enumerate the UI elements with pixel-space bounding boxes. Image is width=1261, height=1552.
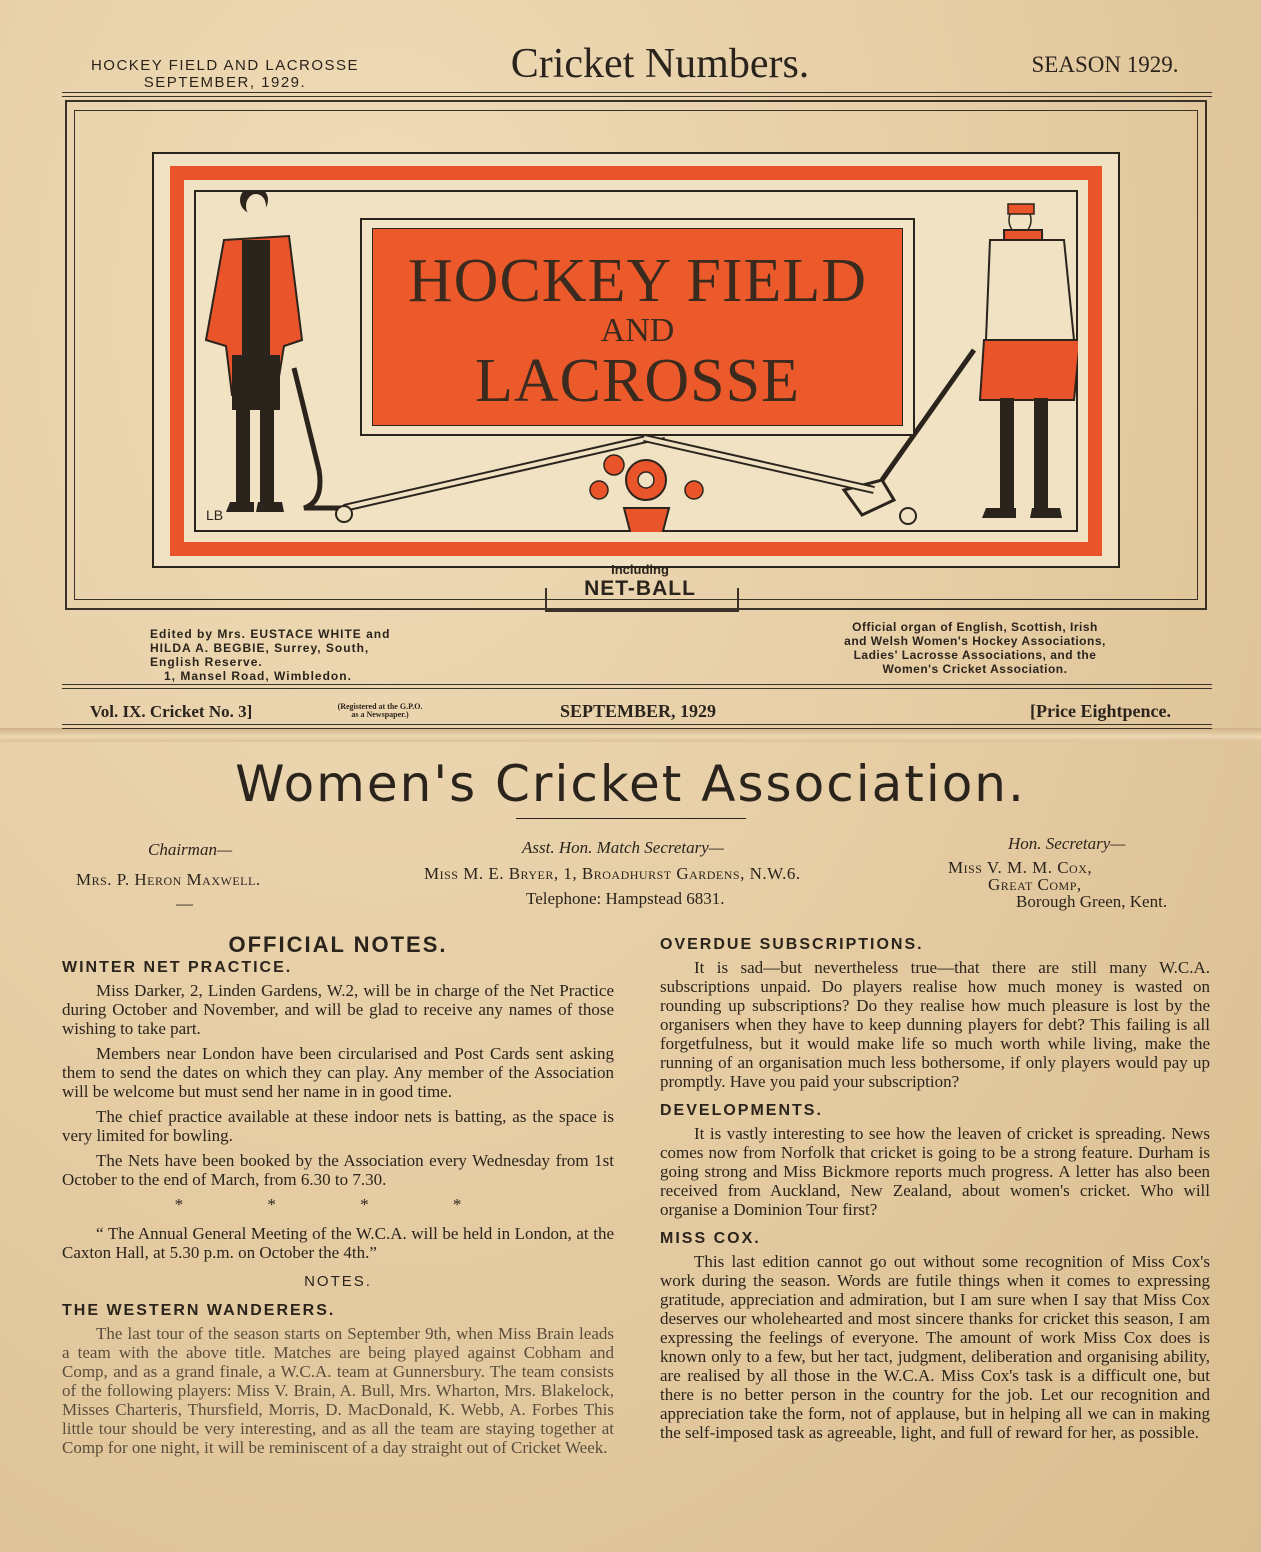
including-label: Including (611, 562, 669, 577)
page-fold (0, 728, 1261, 742)
overdue-paragraph: It is sad—but nevertheless true—that there are still many W.C.A. subscriptions unpaid. Do players realise how much money is wasted on rounding up subscriptions? Do they realise how much pleasure is lost by the organisers when they have to keep dunning players for debt? This failing is all forgetfulness, but it would make life so much worth while living, make the running of an organisation much less bothersome, if only players would pay up promptly. Have you paid your subscription? (660, 958, 1210, 1091)
masthead-rule (62, 92, 1212, 97)
official-line-3: Ladies' Lacrosse Associations, and the (853, 648, 1097, 662)
hon-secretary-line2: Great Comp, (988, 875, 1082, 894)
edited-line-2: HILDA A. BEGBIE, Surrey, South, (150, 641, 370, 655)
artist-initials: LB (206, 507, 224, 523)
miss-cox-paragraph: This last edition cannot go out without some recognition of Miss Cox's work during the season. Words are futile things when it comes to expressing gratitude, appreciation and admiration, but I am sure when I say that Miss Cox deserves our wholehearted and most sincere thanks for cricket this season, I am expressing the feelings of everyone. The amount of work Miss Cox does is known only to a few, but her tact, judgment, deliberation and organising ability, are realised by all those in the W.C.A. Miss Cox's task is a difficult one, but there is no better person in the country for the job. Let our recognition and appreciation take the form, not of applause, but in helping all we can in making the self-imposed task as agreeable, light, and full of reward for her, as possible. (660, 1252, 1210, 1442)
match-secretary: Miss M. E. Bryer, 1, Broadhurst Gardens, N.W.6. (424, 864, 801, 883)
netball-tab (560, 562, 720, 601)
cover-title-line2: AND (600, 312, 675, 349)
title-underline (516, 818, 746, 819)
issue-rule-bottom (62, 724, 1212, 729)
edited-line-4: 1, Mansel Road, Wimbledon. (164, 669, 352, 683)
association-title: Women's Cricket Association. (235, 755, 1026, 813)
official-organ-credit (820, 620, 1130, 676)
winter-paragraph-3: The chief practice available at these indoor nets is batting, as the space is very limited for bowling. (62, 1107, 614, 1145)
masthead-season: SEASON 1929. (1031, 52, 1179, 77)
issue-date: SEPTEMBER, 1929 (560, 701, 717, 721)
chairman-name: Mrs. P. Heron Maxwell. (76, 870, 261, 889)
notes-heading: NOTES. (304, 1273, 372, 1290)
official-line-2: and Welsh Women's Hockey Associations, (844, 634, 1106, 648)
masthead-left-line1: HOCKEY FIELD AND LACROSSE (90, 57, 360, 74)
official-notes-heading: OFFICIAL NOTES. (228, 932, 448, 957)
registered-note (318, 703, 442, 719)
wanderers-paragraph: The last tour of the season starts on September 9th, when Miss Brain leads a team with the above title. Matches are being played against Cobham and Comp, and as a grand finale, a W.C.A. team at Gunnersbury. The team consists of the following players: Miss V. Brain, A. Bull, Mrs. Wharton, Mrs. Blakelock, Misses Charteris, Thursfield, Morris, D. MacDonald, K. Webb, A. Forbes This little tour should be very interesting, and as all the team are staying together at Comp for one night, it will be reminiscent of a day straight out of Cricket Week. (62, 1324, 614, 1457)
telephone: Telephone: Hampstead 6831. (526, 889, 725, 908)
cover-title-panel (372, 228, 903, 426)
masthead-left-line2: SEPTEMBER, 1929. (143, 74, 307, 91)
right-column (660, 935, 1210, 1448)
masthead-left (60, 57, 390, 91)
winter-paragraph-1: Miss Darker, 2, Linden Gardens, W.2, will be in charge of the Net Practice during October and November, and will be glad to receive any names of those wishing to take part. (62, 981, 614, 1038)
edited-line-1: Edited by Mrs. EUSTACE WHITE and (150, 627, 391, 641)
winter-paragraph-2: Members near London have been circularised and Post Cards sent asking them to send the dates on which they can play. Any member of the Association will be welcome but must send her name in in good time. (62, 1044, 614, 1101)
winter-net-practice-heading: WINTER NET PRACTICE. (62, 959, 293, 976)
western-wanderers-heading: THE WESTERN WANDERERS. (62, 1302, 336, 1319)
hon-secretary-line3: Borough Green, Kent. (1016, 892, 1168, 911)
hon-secretary-line1: Miss V. M. M. Cox, (948, 858, 1093, 877)
chairman-dash: — (176, 894, 193, 913)
masthead-title: Cricket Numbers. (510, 41, 810, 87)
left-column (62, 932, 614, 1463)
official-line-4: Women's Cricket Association. (882, 662, 1068, 676)
hon-secretary-label: Hon. Secretary— (1008, 834, 1126, 853)
registered-line2: as a Newspaper.) (351, 710, 409, 719)
overdue-subscriptions-heading: OVERDUE SUBSCRIPTIONS. (660, 936, 924, 953)
hockey-player-figure (206, 190, 344, 512)
editors-credit (150, 627, 470, 683)
winter-paragraph-4: The Nets have been booked by the Association every Wednesday from 1st October to the end of March, from 6.30 to 7.30. (62, 1151, 614, 1189)
cover-title-line1: HOCKEY FIELD (407, 247, 868, 315)
netball-label: NET-BALL (584, 577, 696, 600)
issue-price: [Price Eightpence. (1030, 701, 1171, 721)
official-line-1: Official organ of English, Scottish, Irish (852, 620, 1098, 634)
developments-heading: DEVELOPMENTS. (660, 1102, 823, 1119)
miss-cox-heading: MISS COX. (660, 1230, 761, 1247)
chairman-label: Chairman— (148, 840, 233, 859)
edited-line-3: English Reserve. (150, 655, 263, 669)
issue-rule-top (62, 684, 1212, 689)
rose-bouquet (590, 455, 703, 532)
registered-line1: (Registered at the G.P.O. (337, 702, 423, 711)
developments-paragraph: It is vastly interesting to see how the leaven of cricket is spreading. News comes now from Norfolk that cricket is going to be a strong feature. Durham is going strong and Miss Bickmore reports much progress. A letter has also been received from Auckland, New Zealand, about women's cricket. Who will organise a Dominion Tour first? (660, 1124, 1210, 1219)
match-secretary-label: Asst. Hon. Match Secretary— (522, 838, 724, 857)
volume-number: Vol. IX. Cricket No. 3] (90, 702, 253, 721)
agm-notice: “ The Annual General Meeting of the W.C.A. will be held in London, at the Caxton Hall, at 5.30 p.m. on October the 4th.” (62, 1224, 614, 1262)
cover-title-line3: LACROSSE (475, 347, 800, 415)
section-stars: * * * * (174, 1195, 502, 1214)
